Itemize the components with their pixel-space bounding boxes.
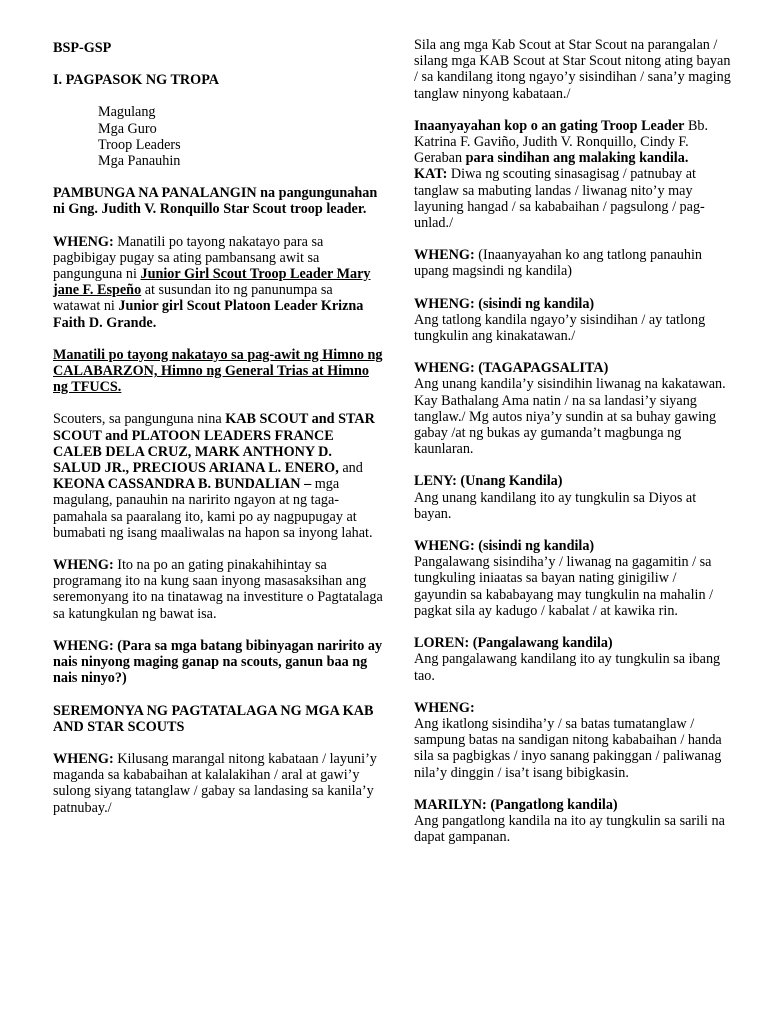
paragraph-loren: Ang pangalawang kandilang ito ay tungkulin sa ibang tao. [414,651,721,684]
speaker-wheng-light: WHENG: (sisindi ng kandila) [414,295,595,312]
entrants-list [53,104,383,169]
left-column [53,40,383,816]
paragraph-bathala: Kay Bathalang Ama natin / na sa landasi’y siyang tanglaw./ Mg autos niya’y sundin at sa buhay gawing gabay /at ng bukas ay gumanda’t magbunga ng kaunlaran. [414,392,717,458]
section-heading: I. PAGPASOK NG TROPA [53,72,220,89]
paragraph-wheng-anthem: WHENG: Manatili po tayong nakatayo para sa pagbibigay pugay sa ating pambansang awit sa pangunguna ni Junior Girl Scout Troop Leader Mary jane F. Espeño at susundan ito ng panunumpa sa watawat ni Junior girl Scout Platoon Leader Krizna Faith D. Grande. [53,233,371,331]
paragraph-leny: Ang unang kandilang ito ay tungkulin sa Diyos at bayan. [414,489,697,522]
list-item: Mga Guro [98,120,157,137]
paragraph-wheng-question: WHENG: (Para sa mga batang bibinyagan naririto ay nais ninyong maging ganap na scouts, ganun baa ng nais ninyo?) [53,637,383,687]
opening-prayer: PAMBUNGA NA PANALANGIN na pangungunahan ni Gng. Judith V. Ronquillo Star Scout troop leader. [53,185,378,218]
paragraph-scouters: Scouters, sa pangunguna nina KAB SCOUT and STAR SCOUT and PLATOON LEADERS FRANCE CALEB DELA CRUZ, MARK ANTHONY D. SALUD JR., PRECIOUS ARIANA L. ENERO, and KEONA CASSANDRA B. BUNDALIAN – mga magulang, panauhin na naririto ngayon at ng taga-pamahala sa paaralang ito, kami po ay nagpupugay at bumabati ng isang maaliwalas na hapon sa inyong lahat. [53,411,375,541]
speaker-wheng-tagapagsalita: WHENG: (TAGAPAGSALITA) [414,360,609,377]
paragraph-invite: Inaanyayahan kop o an gating Troop Leader Bb. Katrina F. Gaviño, Judith V. Ronquillo, Cindy F. Geraban para sindihan ang malaking kandila. [414,117,709,167]
paragraph-first-candle: Ang unang kandila’y sisindihin liwanag na kakatawan. [414,376,726,393]
speaker-marilyn: MARILYN: (Pangatlong kandila) [414,796,618,813]
paragraph-second-candle: Pangalawang sisindiha’y / liwanag na gagamitin / sa tungkuling iniaatas sa bayan nating ginigiliw / gayundin sa kababayang may tungkulin na mahalin / pagkat sila ay kadugo / kabalat / at kawika rin. [414,554,714,619]
speaker-wheng-third: WHENG: [414,699,475,716]
paragraph-wheng-investiture: WHENG: Ito na po an gating pinakahihintay sa programang ito na kung saan inyong masasaksihan ang seremonyang ito na tinatawag na investiture o Pagtatalaga sa katungkulan ng bawat isa. [53,557,383,622]
paragraph-kat: KAT: Diwa ng scouting sinasagisag / patnubay at tanglaw sa mabuting landas / liwanag nito’y may layuning hangad / sa kababaihan / pagsulong / pag-unlad./ [414,166,705,232]
list-item: Troop Leaders [98,136,181,153]
doc-header: BSP-GSP [53,40,112,56]
right-column [414,37,732,845]
paragraph-third-candle: Ang ikatlong sisindiha’y / sa batas tumatanglaw / sampung batas na sandigan nitong kababaihan / handa sila sa pagbigkas / inyo sanang pakinggan / paliwanag nila’y dinggin / isa’t isang bibigkasin. [414,715,722,781]
paragraph-marilyn: Ang pangatlong kandila na ito ay tungkulin sa sarili na dapat gampanan. [414,812,725,846]
list-item: Magulang [98,104,156,121]
paragraph-wheng-kilusan: WHENG: Kilusang marangal nitong kabataan / layuni’y maganda sa kababaihan at kalalakihan / aral at gawi’y sulong siyang tatanglaw / gabay sa landasing sa kanila’y patnubay./ [53,750,377,816]
ceremony-heading: SEREMONYA NG PAGTATALAGA NG MGA KAB AND STAR SCOUTS [53,702,374,735]
paragraph-wheng-invite-guests: WHENG: (Inaanyayahan ko ang tatlong panauhin upang magsindi ng kandila) [414,247,703,280]
paragraph-hymns: Manatili po tayong nakatayo sa pag-awit ng Himno ng CALABARZON, Himno ng General Trias at Himno ng TFUCS. [53,346,383,396]
speaker-wheng-second: WHENG: (sisindi ng kandila) [414,538,595,555]
paragraph-three-candles: Ang tatlong kandila ngayo’y sisindihan / ay tatlong tungkulin ang kinakatawan./ [414,311,706,345]
paragraph-intro: Sila ang mga Kab Scout at Star Scout na parangalan / silang mga KAB Scout at Star Scout nitong ating bayan / sa kandilang itong ngayo’y sisindihan / sana’y maging tanglaw ninyong kabataan./ [414,37,731,102]
list-item: Mga Panauhin [98,153,181,170]
speaker-loren: LOREN: (Pangalawang kandila) [414,635,613,652]
speaker-leny: LENY: (Unang Kandila) [414,473,563,490]
